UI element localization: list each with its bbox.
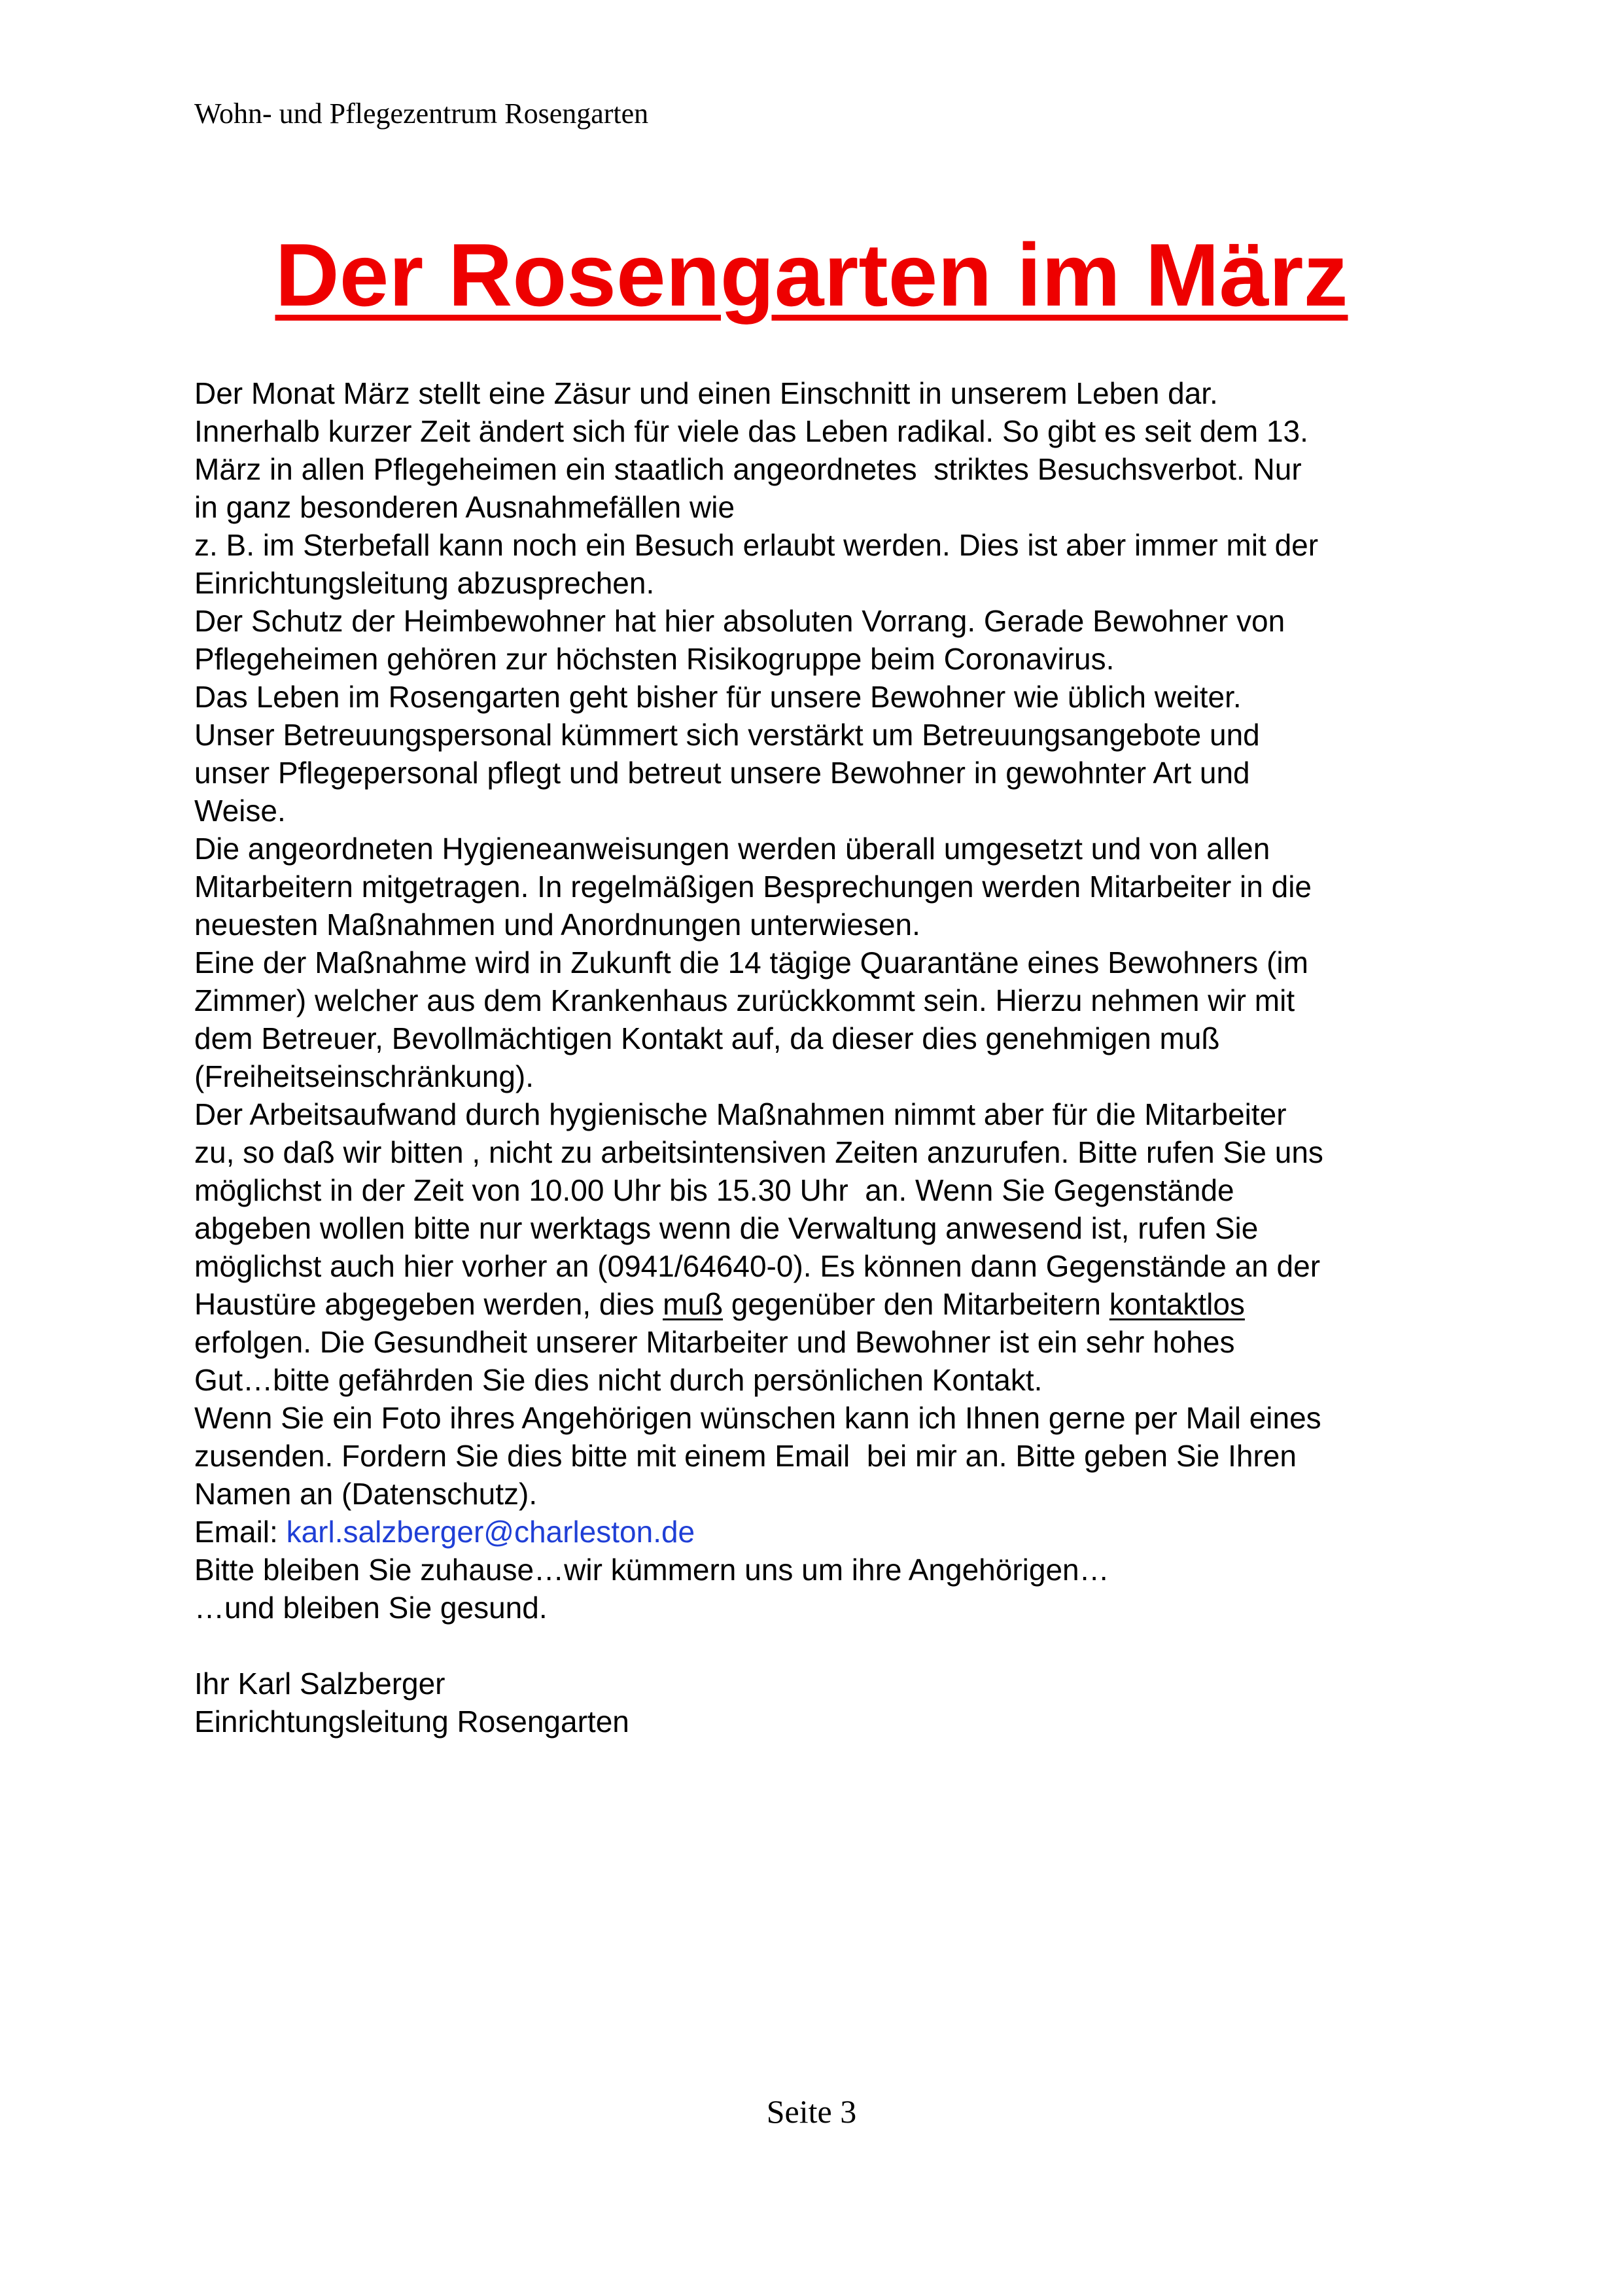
body-line: möglichst auch hier vorher an (0941/64640-0). Es können dann Gegenstände an der — [194, 1249, 1321, 1283]
page-header: Wohn- und Pflegezentrum Rosengarten — [194, 97, 649, 130]
paragraph-gap — [194, 1627, 1476, 1665]
body-line: Unser Betreuungspersonal kümmert sich verstärkt um Betreuungsangebote und — [194, 718, 1260, 752]
document-title — [0, 222, 1623, 327]
body-line: Die angeordneten Hygieneanweisungen werden überall umgesetzt und von allen — [194, 832, 1270, 866]
closing-line: Bitte bleiben Sie zuhause…wir kümmern uns um ihre Angehörigen… — [194, 1553, 1109, 1587]
body-line: erfolgen. Die Gesundheit unserer Mitarbeiter und Bewohner ist ein sehr hohes — [194, 1325, 1235, 1359]
body-line: abgeben wollen bitte nur werktags wenn die Verwaltung anwesend ist, rufen Sie — [194, 1211, 1259, 1245]
signature-role: Einrichtungsleitung Rosengarten — [194, 1704, 629, 1739]
body-line-underlined — [194, 1285, 1476, 1323]
body-line: Einrichtungsleitung abzusprechen. — [194, 566, 655, 600]
closing-line: …und bleiben Sie gesund. — [194, 1591, 548, 1625]
body-line: Namen an (Datenschutz). — [194, 1477, 538, 1511]
body-line: in ganz besonderen Ausnahmefällen wie — [194, 490, 735, 524]
body-line: Der Schutz der Heimbewohner hat hier absoluten Vorrang. Gerade Bewohner von — [194, 604, 1285, 638]
email-link[interactable]: karl.salzberger@charleston.de — [286, 1515, 695, 1549]
body-line: z. B. im Sterbefall kann noch ein Besuch erlaubt werden. Dies ist aber immer mit der — [194, 528, 1319, 562]
body-line: Zimmer) welcher aus dem Krankenhaus zurückkommt sein. Hierzu nehmen wir mit — [194, 983, 1295, 1017]
signature-name: Ihr Karl Salzberger — [194, 1667, 445, 1701]
body-line: Eine der Maßnahme wird in Zukunft die 14 tägige Quarantäne eines Bewohners (im — [194, 945, 1308, 980]
body-line: Der Arbeitsaufwand durch hygienische Maßnahmen nimmt aber für die Mitarbeiter — [194, 1097, 1287, 1131]
page-number: Seite 3 — [766, 2093, 857, 2130]
body-line: Gut…bitte gefährden Sie dies nicht durch persönlichen Kontakt. — [194, 1363, 1043, 1397]
body-line: neuesten Maßnahmen und Anordnungen unterwiesen. — [194, 908, 920, 942]
body-text-fragment: gegenüber den Mitarbeitern — [723, 1287, 1109, 1321]
document-title-text: Der Rosengarten im März — [275, 225, 1348, 325]
email-label: Email: — [194, 1515, 287, 1549]
body-line: dem Betreuer, Bevollmächtigen Kontakt auf, da dieser dies genehmigen muß — [194, 1021, 1220, 1055]
body-line: Das Leben im Rosengarten geht bisher für unsere Bewohner wie üblich weiter. — [194, 680, 1242, 714]
body-line: Der Monat März stellt eine Zäsur und einen Einschnitt in unserem Leben dar. — [194, 376, 1218, 410]
body-line: Weise. — [194, 794, 286, 828]
emphasis-must: muß — [663, 1287, 724, 1321]
email-line — [194, 1513, 1476, 1551]
emphasis-contactless: kontaktlos — [1109, 1287, 1245, 1321]
body-line: Mitarbeitern mitgetragen. In regelmäßigen Besprechungen werden Mitarbeiter in die — [194, 870, 1312, 904]
body-text-fragment: Haustüre abgegeben werden, dies — [194, 1287, 663, 1321]
body-line: zu, so daß wir bitten , nicht zu arbeitsintensiven Zeiten anzurufen. Bitte rufen Sie uns — [194, 1135, 1323, 1169]
body-line: Innerhalb kurzer Zeit ändert sich für viele das Leben radikal. So gibt es seit dem 13. — [194, 414, 1308, 448]
signature-block — [194, 1665, 1476, 1740]
body-line: März in allen Pflegeheimen ein staatlich angeordnetes striktes Besuchsverbot. Nur — [194, 452, 1302, 486]
body-line: (Freiheitseinschränkung). — [194, 1059, 534, 1093]
body-line: möglichst in der Zeit von 10.00 Uhr bis 15.30 Uhr an. Wenn Sie Gegenstände — [194, 1173, 1234, 1207]
body-line: zusenden. Fordern Sie dies bitte mit einem Email bei mir an. Bitte geben Sie Ihren — [194, 1439, 1297, 1473]
letter-body — [194, 374, 1476, 1740]
body-line: unser Pflegepersonal pflegt und betreut unsere Bewohner in gewohnter Art und — [194, 756, 1250, 790]
body-line: Wenn Sie ein Foto ihres Angehörigen wünschen kann ich Ihnen gerne per Mail eines — [194, 1401, 1321, 1435]
body-line: Pflegeheimen gehören zur höchsten Risikogruppe beim Coronavirus. — [194, 642, 1115, 676]
